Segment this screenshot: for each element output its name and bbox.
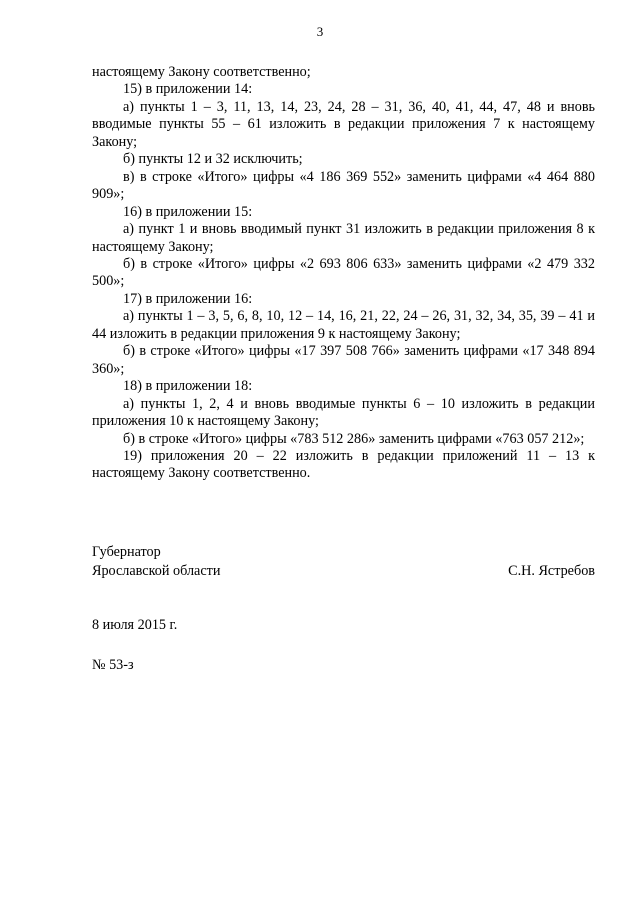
signature-row bbox=[92, 562, 595, 581]
paragraph: б) пункты 12 и 32 исключить; bbox=[123, 151, 303, 168]
paragraph: 17) в приложении 16: bbox=[123, 290, 253, 307]
paragraph: 19) приложения 20 – 22 изложить в редакции приложений 11 – 13 к настоящему Закону соответственно. bbox=[92, 447, 595, 482]
signature-block bbox=[92, 543, 595, 581]
paragraph: а) пункт 1 и вновь вводимый пункт 31 изложить в редакции приложения 8 к настоящему Закону; bbox=[92, 221, 595, 255]
paragraph: настоящему Закону соответственно; bbox=[92, 64, 311, 80]
signatory-title: Губернатор bbox=[92, 544, 161, 560]
paragraph: а) пункты 1, 2, 4 и вновь вводимые пункты 6 – 10 изложить в редакции приложения 10 к настоящему Закону; bbox=[92, 395, 595, 430]
paragraph: 18) в приложении 18: bbox=[123, 378, 253, 395]
paragraph: б) в строке «Итого» цифры «783 512 286» заменить цифрами «763 057 212»; bbox=[123, 430, 585, 447]
law-number: № 53-з bbox=[92, 657, 134, 673]
document-body bbox=[92, 64, 595, 483]
signatory-name: С.Н. Ястребов bbox=[508, 563, 595, 579]
paragraph: б) в строке «Итого» цифры «17 397 508 766» заменить цифрами «17 348 894 360»; bbox=[92, 343, 595, 377]
paragraph: б) в строке «Итого» цифры «2 693 806 633» заменить цифрами «2 479 332 500»; bbox=[92, 255, 595, 290]
paragraph: а) пункты 1 – 3, 11, 13, 14, 23, 24, 28 – 31, 36, 40, 41, 44, 47, 48 и вновь вводимые пункты 55 – 61 изложить в редакции приложения 7 к настоящему Закону; bbox=[92, 98, 595, 150]
paragraph: а) пункты 1 – 3, 5, 6, 8, 10, 12 – 14, 16, 21, 22, 24 – 26, 31, 32, 34, 35, 39 – 41 и 44 изложить в редакции приложения 9 к настоящему Закону; bbox=[92, 308, 595, 342]
paragraph: в) в строке «Итого» цифры «4 186 369 552» заменить цифрами «4 464 880 909»; bbox=[92, 168, 595, 203]
paragraph: 16) в приложении 15: bbox=[123, 203, 253, 220]
paragraph: 15) в приложении 14: bbox=[123, 81, 253, 98]
signatory-region: Ярославской области bbox=[92, 563, 221, 579]
page-number: 3 bbox=[316, 24, 324, 39]
document-date: 8 июля 2015 г. bbox=[92, 617, 178, 633]
